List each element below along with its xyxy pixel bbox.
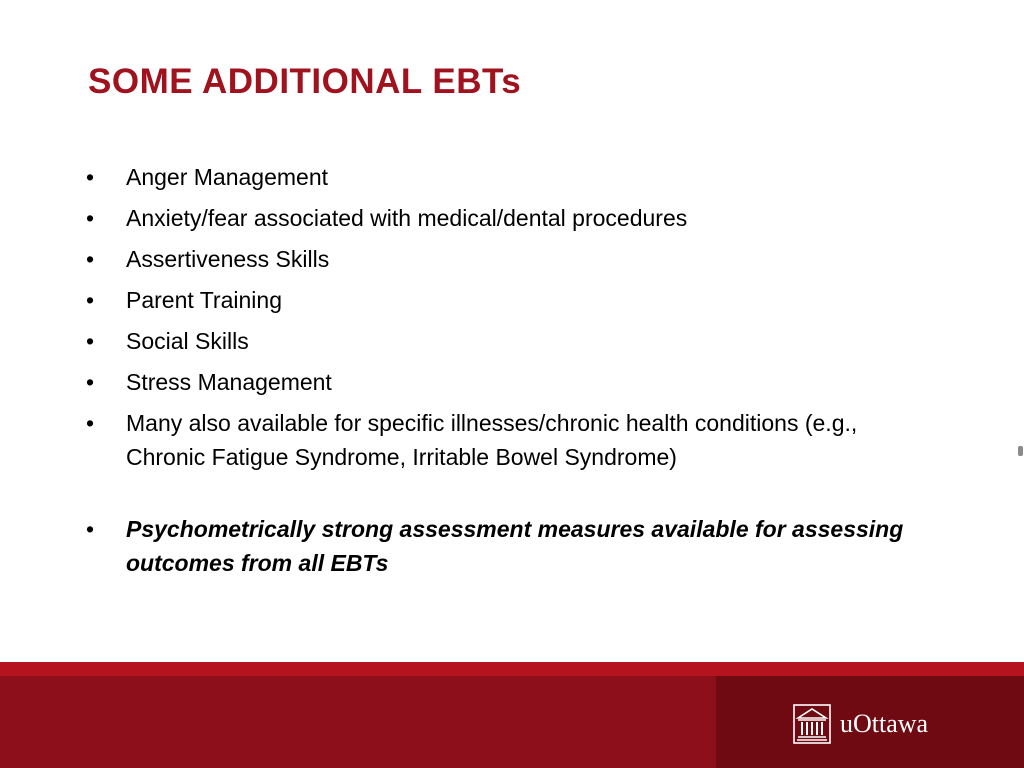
list-item	[86, 201, 916, 236]
list-item	[86, 324, 916, 359]
bullet-marker: •	[86, 328, 95, 354]
bullet-marker: •	[86, 516, 95, 542]
list-item	[86, 242, 916, 277]
bullet-marker: •	[86, 246, 95, 272]
bullet-text: Many also available for specific illnesses/chronic health conditions (e.g., Chronic Fatigue Syndrome, Irritable Bowel Syndrome)	[126, 410, 858, 470]
list-item	[86, 160, 916, 195]
university-building-icon	[793, 704, 831, 744]
bullet-text: Anxiety/fear associated with medical/dental procedures	[126, 205, 688, 231]
slide-title: SOME ADDITIONAL EBTs	[88, 62, 522, 101]
edge-mark	[1018, 446, 1023, 456]
bullet-marker: •	[86, 164, 95, 190]
bullet-marker: •	[86, 369, 95, 395]
bullet-marker: •	[86, 287, 95, 313]
list-item	[86, 365, 916, 400]
footer-stripe	[0, 662, 1024, 676]
list-item	[86, 283, 916, 318]
university-logo	[793, 702, 928, 746]
logo-text: uOttawa	[840, 709, 929, 738]
bullet-text: Parent Training	[126, 287, 282, 313]
list-item	[86, 406, 916, 474]
bullet-list	[86, 160, 916, 586]
bullet-text: Psychometrically strong assessment measures available for assessing outcomes from all EBTs	[126, 516, 904, 576]
bullet-text: Stress Management	[126, 369, 332, 395]
bullet-text: Anger Management	[126, 164, 329, 190]
bullet-text: Social Skills	[126, 328, 249, 354]
bullet-marker: •	[86, 205, 95, 231]
bullet-marker: •	[86, 410, 95, 436]
bullet-text: Assertiveness Skills	[126, 246, 330, 272]
list-item-emphasis	[86, 512, 916, 580]
